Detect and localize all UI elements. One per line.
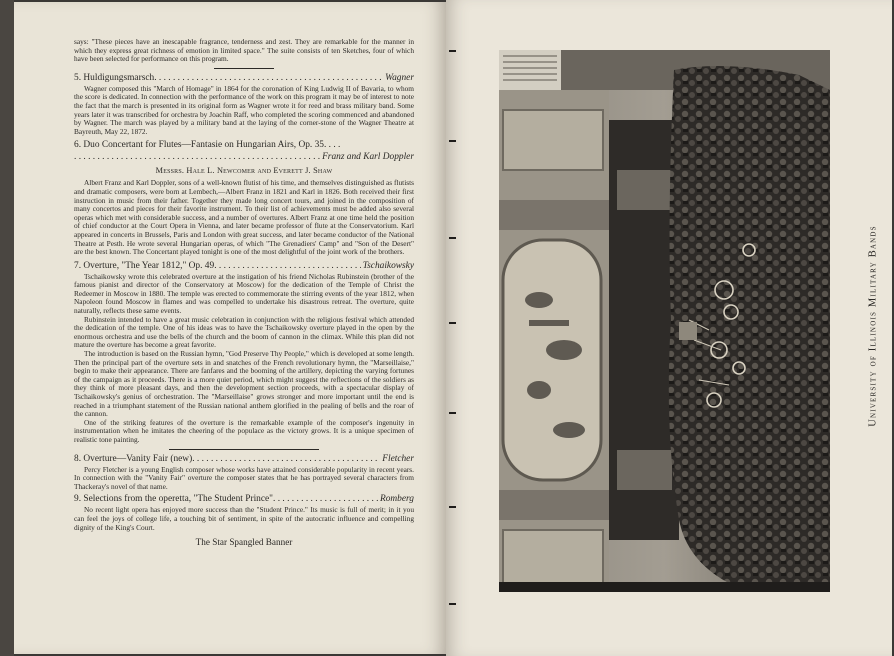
item-heading: 5. Huldigungsmarsch bbox=[74, 72, 155, 83]
item-heading: 9. Selections from the operetta, "The Student Prince" bbox=[74, 494, 274, 505]
intro-paragraph: says: "These pieces have an inescapable fragrance, tenderness and zest. They are remarkable for the manner in which they express great richness of emotion in limited space." The suite consists of ten Sketches, four of which have been selected for performance on this program. bbox=[74, 37, 414, 64]
running-title-text: University of Illinois Military Bands bbox=[867, 225, 879, 427]
band-photo-illustration bbox=[499, 50, 830, 592]
composer: Franz and Karl Doppler bbox=[322, 152, 414, 163]
program-item-6-composer-line bbox=[74, 152, 414, 163]
leader-dots bbox=[74, 152, 322, 163]
program-item-8 bbox=[74, 454, 414, 465]
performers: Messrs. Hale L. Newcomer and Everett J. Shaw bbox=[155, 166, 333, 176]
composer: Wagner bbox=[385, 72, 414, 83]
binding-edge bbox=[0, 0, 14, 656]
program-item-7 bbox=[74, 261, 414, 272]
staple-mark bbox=[449, 140, 456, 142]
leader-dots bbox=[214, 261, 361, 272]
staple-mark bbox=[449, 506, 456, 508]
item-8-note: Percy Fletcher is a young English composer whose works have attained considerable popularity in recent years. In connection with the "Vanity Fair" overture the composer states that he has portrayed several characters from Thackeray's novel of that name. bbox=[74, 464, 414, 491]
running-title bbox=[866, 206, 880, 446]
staple-mark bbox=[449, 322, 456, 324]
staple-mark bbox=[449, 50, 456, 52]
staple-mark bbox=[449, 603, 456, 605]
composer: Fletcher bbox=[382, 453, 414, 464]
item-heading: 8. Overture—Vanity Fair (new) bbox=[74, 453, 193, 464]
item-9-note: No recent light opera has enjoyed more success than the "Student Prince." Its music is full of merit; in it you can feel the joys of college life, a touching bit of sentiment, in spite of the autocratic influence and compelling dignity of the King's Court. bbox=[74, 505, 414, 532]
program-item-6 bbox=[74, 140, 414, 151]
divider bbox=[169, 449, 319, 450]
leader-dots bbox=[154, 73, 383, 84]
staple-mark bbox=[449, 237, 456, 239]
item-7-note-1: Tschaikowsky wrote this celebrated overture at the instigation of his friend Nicholas Rubinstein (brother of the famous pianist and director of the Conservatory at Moscow) for the dedication of the Temple of Christ the Redeemer in Moscow in 1880. The temple was erected to commemorate the stirring events of the year 1812, when Napoleon found Moscow in flames and was compelled to undertake his disastrous retreat. The overture, quite naturally, reflects these same events. bbox=[74, 271, 414, 316]
item-6-note: Albert Franz and Karl Doppler, sons of a well-known flutist of his time, and themselves distinguished as flutists and dramatic composers, were born at Lembech,—Albert Franz in 1821 and Karl in 1826. Both received their first instruction in music from their father. Together they made long concert tours, and joined in the composition of many concertos and pieces for their favorite instrument. To their list of achievements must be added also several operas which met with considerable success, and a number of overtures. Albert Franz at one time held the position of chief conductor at the Court Opera in Vienna, and later became professor of flute at the Conservatorium. Karl appeared in concerts in Brussels, Paris and London with great success, and later became conductor of the National Theatre at Pesth. He wrote several Hungarian operas, of which "The Grenadiers' Camp" and "Son of the Desert" are the best known. The Concertant played tonight is one of the most delightful of the joint work of the brothers. bbox=[74, 178, 414, 257]
leader-dots bbox=[192, 454, 380, 465]
item-7-note-2: Rubinstein intended to have a great music celebration in conjunction with the religious festival which attended the dedication of the temple. One of his ideas was to have the Tschaikowsky overture played in the open by the enormous orchestra and use the bells of the church and the boom of cannon in the climax. While this plan did not mature the overture has become a great favorite. bbox=[74, 314, 414, 350]
divider bbox=[214, 68, 274, 69]
program-item-9 bbox=[74, 494, 414, 505]
item-7-note-3: The introduction is based on the Russian hymn, "God Preserve Thy People," which is developed at some length. Then the principal part of the overture sets in and snatches of the French revolutionary hymn, the "Marseillaise," begin to make their appearance. There are fanfares and the booming of the artillery, depicting the varying fortunes of the campaign as it proceeds. There is a more quiet period, which might suggest the reflections of the soldiers as they think of more pleasant days, and then the development section proceeds, with a spectacular display of Tschaikowsky's genius of orchestration. The "Marseillaise" grows stronger and more important until the end is reached in a triumphant statement of the Russian national anthem glorified in the pealing of bells and the roar of the cannon. bbox=[74, 349, 414, 419]
item-heading: 7. Overture, "The Year 1812," Op. 49 bbox=[74, 260, 215, 271]
closing-anthem: The Star Spangled Banner bbox=[195, 537, 293, 548]
band-photograph bbox=[499, 50, 830, 592]
composer: Tschaikowsky bbox=[362, 260, 414, 271]
program-item-5 bbox=[74, 73, 414, 84]
leader-dots bbox=[273, 494, 378, 505]
item-5-note: Wagner composed this "March of Homage" in 1864 for the coronation of King Ludwig II of Bavaria, to whom the score is dedicated. In connection with the performance of the work on this program it may be of interest to note the fact that the march is presented in its original form as Wagner wrote it for reed and brass military band. Some years later it was transcribed for orchestra by Joachin Raff, who completed the scoring commenced and abandoned by Wagner. The march was played by a military band at the laying of the corner-stone of the Wagner Theatre at Bayreuth, May 22, 1872. bbox=[74, 83, 414, 136]
composer: Romberg bbox=[379, 494, 414, 505]
left-page bbox=[14, 2, 446, 654]
program-notes bbox=[74, 38, 414, 547]
item-heading: 6. Duo Concertant for Flutes—Fantasie on Hungarian Airs, Op. 35. . . . bbox=[74, 140, 341, 151]
staple-mark bbox=[449, 412, 456, 414]
item-7-note-4: One of the striking features of the overture is the remarkable example of the composer's ingenuity in instrumentation when he imitates the cheering of the populace as the victory grows. It is a unique specimen of realistic tone painting. bbox=[74, 417, 414, 444]
